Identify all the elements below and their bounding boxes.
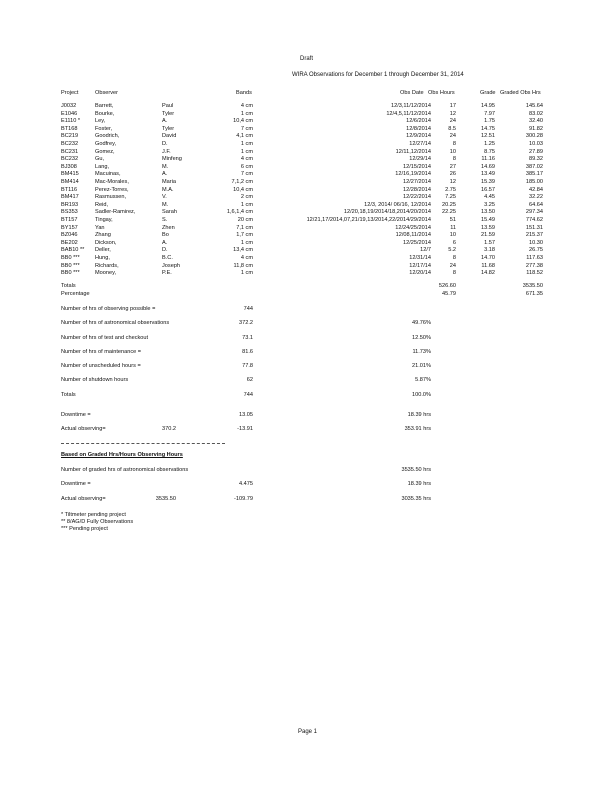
stat-percent: 49.76% [412, 320, 431, 326]
cell-observer: Ley, [95, 118, 106, 125]
cell-grade: 4.45 [484, 194, 495, 201]
cell-graded: 185.00 [525, 179, 543, 185]
cell-grade: 15.49 [481, 217, 495, 223]
stat-percent: 11.73% [412, 349, 431, 355]
cell-project: BAB10 ** [61, 247, 85, 254]
stat-label: Totals [61, 392, 76, 398]
cell-bands: 7,1 cm [236, 224, 253, 231]
cell-observer: Gu, [95, 156, 105, 163]
table-row [0, 195, 611, 203]
cell-project: BE202 [61, 239, 78, 246]
cell-observer: Richards, [95, 262, 119, 269]
cell-first-name: M. [162, 201, 169, 208]
col-graded-obs-hrs: Graded Obs Hrs [500, 90, 541, 96]
cell-obs-dates: 12/24/25/2014 [395, 224, 431, 231]
cell-grade: 3.18 [484, 247, 495, 254]
cell-graded: 277.38 [525, 262, 543, 269]
cell-obs-dates: 12/20/14 [409, 270, 431, 277]
totals-row [0, 284, 611, 292]
cell-bands: 1 cm [240, 239, 253, 246]
graded-section-title: Based on Graded Hrs/Hours Observing Hours [61, 452, 183, 458]
cell-observer: Mooney, [95, 270, 117, 277]
cell-obs-hours: 17 [449, 103, 456, 109]
cell-bands: 4 cm [240, 156, 253, 163]
cell-obs-hours: 5.2 [448, 247, 456, 254]
cell-first-name: A. [162, 118, 168, 125]
cell-graded: 10.03 [529, 141, 543, 147]
cell-grade: 1.25 [484, 141, 495, 147]
cell-observer: Macuinas, [95, 171, 121, 178]
cell-observer: Mac-Morales, [95, 179, 129, 185]
stat-row [0, 393, 611, 401]
cell-observer: Hung, [95, 255, 110, 261]
cell-observer: Bourke, [95, 110, 115, 117]
cell-obs-hours: 2.75 [445, 186, 456, 193]
cell-grade: 12.51 [481, 133, 495, 140]
cell-obs-dates: 12/27/2014 [403, 179, 431, 185]
cell-first-name: Sarah [162, 209, 177, 216]
stat-percent: 5.87% [415, 377, 431, 383]
cell-observer: Goodrich, [95, 133, 120, 140]
cell-first-name: P.E. [162, 270, 172, 277]
cell-graded: 42.84 [529, 186, 543, 193]
cell-obs-hours: 8 [452, 270, 456, 277]
table-row [0, 180, 611, 188]
percentage-obs: 45.79 [442, 291, 456, 297]
cell-observer: Dickson, [95, 239, 117, 246]
cell-graded: 385.17 [525, 171, 543, 178]
stat-percent: 21.01% [412, 363, 431, 369]
cell-grade: 13.49 [481, 171, 495, 178]
table-row [0, 119, 611, 127]
cell-graded: 91.82 [529, 125, 543, 132]
table-row [0, 271, 611, 279]
table-row [0, 210, 611, 218]
cell-bands: 1,7 cm [236, 232, 253, 239]
cell-project: BC232 [61, 156, 79, 163]
table-row [0, 172, 611, 180]
cell-observer: Perez-Torres, [95, 186, 129, 193]
cell-bands: 1 cm [240, 110, 253, 117]
cell-grade: 1.57 [484, 239, 495, 246]
cell-first-name: David [162, 133, 177, 140]
table-row [0, 188, 611, 196]
cell-graded: 32.40 [529, 118, 543, 125]
cell-bands: 10,4 cm [233, 118, 253, 125]
table-row [0, 134, 611, 142]
cell-first-name: Paul [162, 103, 174, 109]
cell-first-name: A. [162, 239, 168, 246]
cell-graded: 145.64 [525, 103, 543, 109]
cell-first-name: M. [162, 163, 169, 170]
stat-row [0, 350, 611, 358]
cell-graded: 774.62 [525, 217, 543, 223]
stat-value: 744 [243, 306, 253, 312]
cell-obs-dates: 12/9/2014 [406, 133, 431, 140]
cell-graded: 10.30 [529, 239, 543, 246]
stat-label: Number of hrs of astronomical observations [61, 320, 170, 326]
cell-obs-dates: 12/25/2014 [403, 239, 431, 246]
cell-obs-hours: 8 [452, 255, 456, 261]
cell-obs-hours: 8 [452, 156, 456, 163]
cell-obs-dates: 12/21,17/2014,07,21/19,13/2014,22/2014/29/2014 [306, 217, 431, 223]
cell-obs-dates: 12/6/2014 [406, 118, 431, 125]
cell-bands: 1,6,1,4 cm [226, 209, 253, 216]
cell-bands: 7 cm [240, 125, 253, 132]
cell-obs-dates: 12/3, 2014/ 06/16, 12/2014 [364, 201, 431, 208]
col-obs-hours: Obs Hours [428, 90, 455, 96]
cell-obs-hours: 27 [449, 163, 456, 170]
cell-grade: 14.70 [481, 255, 495, 261]
cell-project: BM415 [61, 171, 79, 178]
cell-graded: 118.52 [526, 270, 543, 277]
cell-first-name: A. [162, 171, 168, 178]
cell-project: BT116 [61, 186, 78, 193]
stat-value: 77.8 [242, 363, 253, 369]
cell-graded: 215.37 [525, 232, 543, 239]
cell-obs-dates: 12/28/2014 [403, 186, 431, 193]
cell-obs-hours: 7.25 [445, 194, 456, 201]
percentage-graded: 671.35 [525, 291, 543, 297]
table-header [0, 91, 611, 99]
table-row [0, 226, 611, 234]
draft-label: Draft [300, 56, 314, 62]
cell-graded: 117.63 [526, 255, 543, 261]
graded-actual-a: 3535.50 [155, 496, 176, 502]
graded-actual-label: Actual observing= [61, 496, 106, 502]
graded-downtime-value: 4.475 [239, 481, 253, 487]
actual-hrs: 353.91 hrs [404, 426, 431, 432]
graded-downtime-hrs: 18.39 hrs [407, 481, 431, 487]
cell-bands: 13,4 cm [233, 247, 253, 254]
cell-grade: 14.95 [481, 103, 495, 109]
percentage-row [0, 292, 611, 300]
table-row [0, 203, 611, 211]
cell-obs-dates: 12/17/14 [409, 262, 431, 269]
cell-first-name: Bo [162, 232, 169, 239]
graded-line1-label: Number of graded hrs of astronomical observations [61, 467, 189, 473]
cell-observer: Lang, [95, 163, 109, 170]
cell-first-name: Minfeng [162, 156, 182, 163]
cell-graded: 387.02 [525, 163, 543, 170]
cell-grade: 3.25 [484, 201, 495, 208]
cell-project: E1110 * [61, 118, 81, 125]
cell-first-name: D. [162, 141, 168, 147]
cell-graded: 297.34 [525, 209, 543, 216]
cell-obs-dates: 12/8/2014 [406, 125, 431, 132]
footnote: *** Pending project [61, 526, 108, 532]
graded-line1 [0, 468, 611, 476]
downtime-hrs: 18.39 hrs [407, 412, 431, 418]
cell-bands: 4 cm [240, 103, 253, 109]
cell-obs-hours: 10 [449, 148, 456, 155]
cell-grade: 15.39 [481, 179, 495, 185]
page-number: Page 1 [298, 729, 318, 735]
cell-graded: 151.31 [525, 224, 543, 231]
table-row [0, 112, 611, 120]
cell-first-name: Tyler [162, 125, 175, 132]
cell-obs-dates: 12/7 [420, 247, 431, 254]
stat-label: Number of hrs of observing possible = [61, 306, 156, 312]
stat-row [0, 321, 611, 329]
cell-obs-dates: 12/20,18,19/2014/18,2014/20/2014 [343, 209, 431, 216]
actual-row [0, 427, 611, 435]
cell-obs-hours: 20.25 [442, 201, 456, 208]
graded-actual-row [0, 497, 611, 505]
table-row [0, 264, 611, 272]
stat-value: 62 [246, 377, 253, 383]
cell-first-name: Zhen [162, 224, 175, 231]
cell-obs-dates: 12/29/14 [409, 156, 431, 163]
cell-bands: 6 cm [240, 163, 253, 170]
cell-obs-hours: 12 [449, 110, 456, 117]
cell-first-name: Tyler [162, 110, 175, 117]
table-row [0, 241, 611, 249]
stat-percent: 100.0% [412, 392, 431, 398]
cell-grade: 16.57 [481, 186, 495, 193]
cell-grade: 14.69 [481, 163, 495, 170]
downtime-label: Downtime = [61, 412, 91, 418]
cell-project: BR193 [61, 201, 79, 208]
cell-graded: 64.64 [529, 201, 543, 208]
cell-project: BC232 [61, 141, 79, 147]
cell-bands: 4,1 cm [236, 133, 253, 140]
cell-observer: Barrett, [95, 103, 114, 109]
cell-observer: Zhang [95, 232, 111, 239]
col-observer: Observer [95, 90, 119, 96]
col-grade: Grade [480, 90, 496, 96]
cell-grade: 1.75 [484, 118, 495, 125]
cell-obs-hours: 24 [449, 118, 456, 125]
cell-project: BB0 *** [61, 262, 80, 269]
cell-observer: Sadler-Ramirez, [95, 209, 136, 216]
cell-bands: 2 cm [240, 194, 253, 201]
totals-label: Totals [61, 283, 76, 289]
cell-observer: Reid, [95, 201, 109, 208]
table-row [0, 104, 611, 112]
cell-grade: 8.75 [484, 148, 495, 155]
cell-grade: 11.16 [481, 156, 495, 163]
stat-value: 81.6 [242, 349, 253, 355]
downtime-row [0, 413, 611, 421]
cell-bands: 4 cm [240, 255, 253, 261]
cell-project: E1046 [61, 110, 78, 117]
cell-bands: 11,8 cm [233, 262, 253, 269]
cell-obs-dates: 12/3,11/12/2014 [390, 103, 431, 109]
cell-obs-dates: 12/31/14 [409, 255, 431, 261]
cell-bands: 10,4 cm [233, 186, 253, 193]
cell-first-name: Maria [162, 179, 176, 185]
cell-grade: 14.75 [481, 125, 495, 132]
stat-row [0, 378, 611, 386]
table-row [0, 256, 611, 264]
report-title: WIRA Observations for December 1 through December 31, 2014 [292, 72, 464, 78]
actual-b: -13.91 [237, 426, 253, 432]
cell-project: BY157 [61, 224, 78, 231]
cell-project: BB0 *** [61, 255, 80, 261]
cell-first-name: J.F. [162, 148, 171, 155]
cell-observer: Godfrey, [95, 141, 117, 147]
cell-bands: 20 cm [237, 217, 253, 223]
cell-obs-dates: 12/11,12/2014 [395, 148, 431, 155]
cell-first-name: B.C. [162, 255, 173, 261]
cell-project: BM414 [61, 179, 79, 185]
cell-bands: 7,1,2 cm [231, 179, 253, 185]
table-row [0, 248, 611, 256]
cell-observer: Tingay, [95, 217, 113, 223]
cell-grade: 7.97 [484, 110, 495, 117]
cell-grade: 11.68 [481, 262, 495, 269]
cell-project: BM417 [61, 194, 79, 201]
cell-project: BT157 [61, 217, 78, 223]
cell-project: BT168 [61, 125, 78, 132]
table-row [0, 157, 611, 165]
cell-bands: 1 cm [240, 148, 253, 155]
totals-graded: 3535.50 [522, 283, 543, 289]
graded-actual-hrs: 3035.35 hrs [401, 496, 431, 502]
graded-actual-b: -109.79 [234, 496, 253, 502]
cell-obs-hours: 24 [449, 262, 456, 269]
cell-grade: 13.59 [481, 224, 495, 231]
stat-value: 744 [243, 392, 253, 398]
cell-first-name: S. [162, 217, 168, 223]
stat-label: Number of hrs of test and checkout [61, 335, 149, 341]
stat-percent: 12.50% [412, 335, 431, 341]
cell-first-name: M.A. [162, 186, 174, 193]
cell-obs-hours: 11 [450, 224, 456, 231]
cell-bands: 7 cm [240, 171, 253, 178]
table-row [0, 233, 611, 241]
table-row [0, 127, 611, 135]
cell-obs-hours: 6 [452, 239, 456, 246]
cell-obs-dates: 12/27/14 [409, 141, 431, 147]
graded-line1-hrs: 3535.50 hrs [401, 467, 431, 473]
table-row [0, 150, 611, 158]
cell-bands: 1 cm [240, 270, 253, 277]
footnote: * Tiltmeter pending project [61, 512, 126, 518]
cell-grade: 13.50 [481, 209, 495, 216]
cell-first-name: V. [162, 194, 167, 201]
cell-graded: 26.75 [529, 247, 543, 254]
cell-project: BZ046 [61, 232, 78, 239]
cell-project: BJ308 [61, 163, 77, 170]
totals-obs-hours: 526.60 [438, 283, 456, 289]
cell-obs-hours: 22.25 [442, 209, 456, 216]
stat-value: 372.2 [239, 320, 253, 326]
col-bands: Bands [236, 90, 252, 96]
cell-obs-hours: 10 [449, 232, 456, 239]
cell-obs-hours: 26 [449, 171, 456, 178]
cell-obs-hours: 24 [449, 133, 456, 140]
cell-first-name: D. [162, 247, 168, 254]
cell-project: J0032 [61, 103, 77, 109]
graded-downtime-row [0, 482, 611, 490]
section-divider [61, 443, 225, 444]
cell-observer: Gomez, [95, 148, 115, 155]
cell-project: BC219 [61, 133, 79, 140]
col-project: Project [61, 90, 79, 96]
stat-row [0, 307, 611, 315]
cell-bands: 1 cm [240, 141, 253, 147]
cell-first-name: Joseph [162, 262, 181, 269]
col-obs-dates: Obs Date [400, 90, 424, 96]
stat-label: Number of hrs of maintenance = [61, 349, 142, 355]
table-row [0, 165, 611, 173]
actual-a: 370.2 [162, 426, 176, 432]
cell-grade: 14.82 [481, 270, 495, 277]
stat-value: 73.1 [242, 335, 253, 341]
percentage-label: Percentage [61, 291, 90, 297]
table-row [0, 142, 611, 150]
cell-observer: Yan [95, 224, 105, 231]
cell-graded: 300.28 [525, 133, 543, 140]
cell-obs-hours: 8.5 [448, 125, 456, 132]
cell-observer: Foster, [95, 125, 113, 132]
cell-bands: 1 cm [240, 201, 253, 208]
graded-downtime-label: Downtime = [61, 481, 91, 487]
stat-label: Number of shutdown hours [61, 377, 129, 383]
stat-row [0, 336, 611, 344]
cell-grade: 21.59 [481, 232, 495, 239]
cell-observer: Rasmussen, [95, 194, 127, 201]
cell-obs-hours: 51 [449, 217, 456, 223]
cell-project: BS353 [61, 209, 78, 216]
downtime-value: 13.05 [239, 412, 253, 418]
stat-label: Number of unscheduled hours = [61, 363, 141, 369]
actual-label: Actual observing= [61, 426, 106, 432]
footnote: ** 8/AG/D Fully Observations [61, 519, 134, 525]
stat-row [0, 364, 611, 372]
cell-obs-dates: 12/4,5,11/12/2014 [386, 110, 431, 117]
cell-graded: 32.22 [529, 194, 543, 201]
cell-obs-hours: 12 [449, 179, 456, 185]
cell-obs-dates: 12/16,19/2014 [395, 171, 431, 178]
cell-obs-dates: 12/08,11/2014 [395, 232, 431, 239]
cell-graded: 27.89 [529, 148, 543, 155]
cell-project: BC231 [61, 148, 79, 155]
cell-graded: 83.02 [529, 110, 543, 117]
table-row [0, 218, 611, 226]
cell-graded: 89.32 [529, 156, 543, 163]
cell-obs-dates: 12/22/2014 [403, 194, 431, 201]
cell-obs-dates: 12/15/2014 [403, 163, 431, 170]
cell-project: BB0 *** [61, 270, 80, 277]
cell-obs-hours: 8 [452, 141, 456, 147]
cell-observer: Deller, [95, 247, 111, 254]
